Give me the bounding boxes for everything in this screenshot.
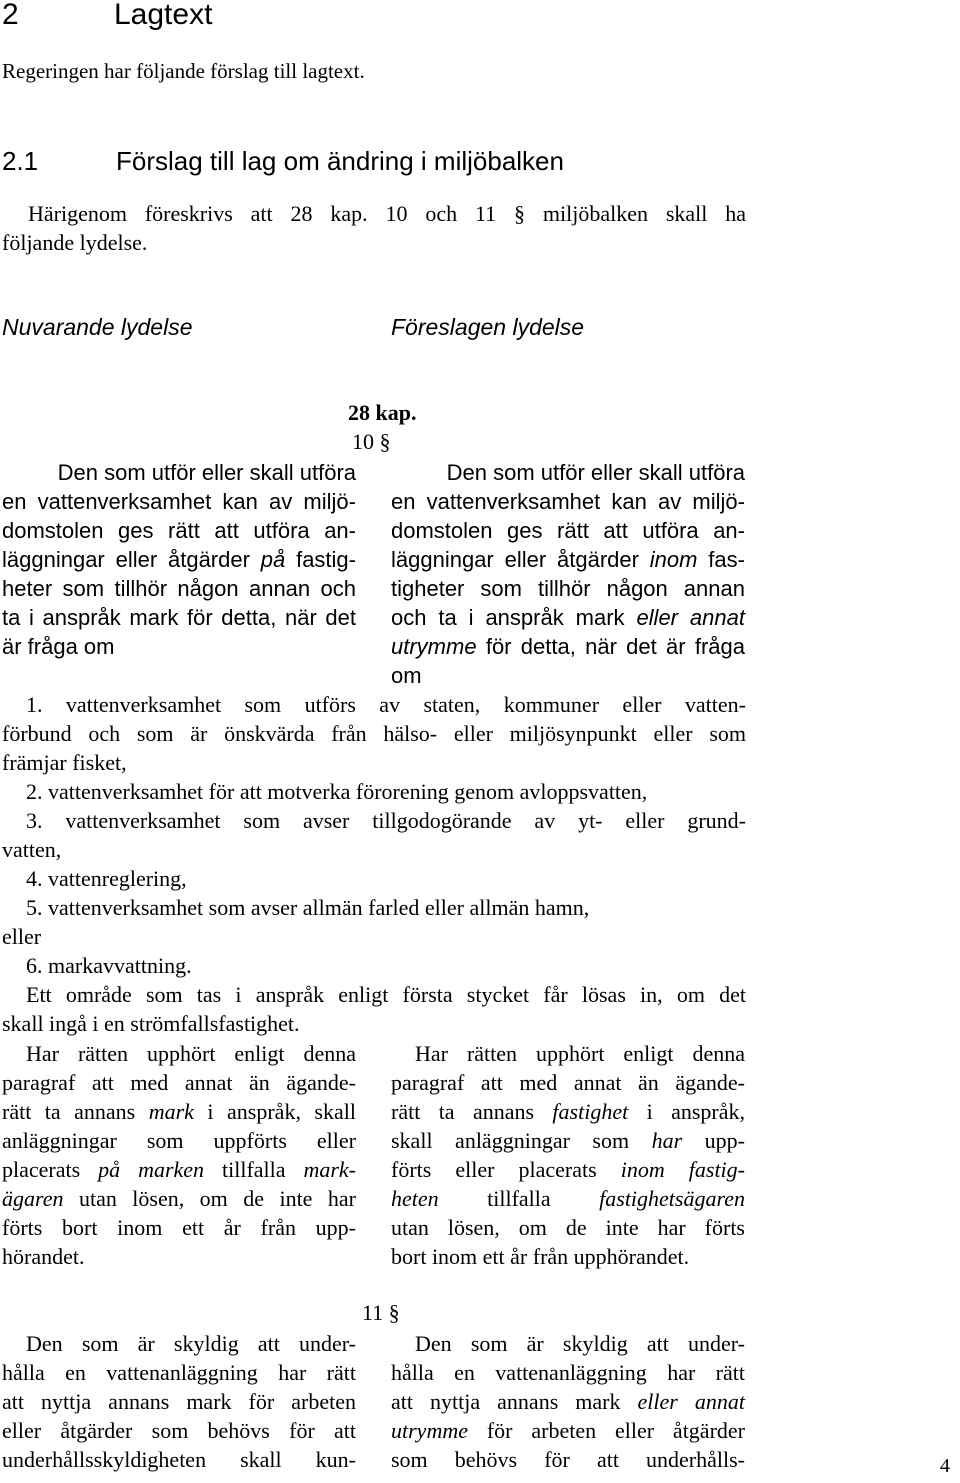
text-line: förts eller placerats inom fastig- [391,1157,745,1182]
paragraph-11-label: 11 § [362,1300,400,1325]
text-line: rätt ta annans fastighet i anspråk, [391,1099,745,1124]
paragraph-11-proposed [391,1329,745,1474]
text-line: tigheter som tillhör någon annan [391,576,745,601]
list-items [2,690,746,1038]
chapter-label: 28 kap. [348,400,417,425]
paragraph-10-proposed-part-2 [391,1039,745,1271]
list-item: främjar fisket, [2,750,127,775]
text-line: att nyttja annans mark för arbeten [2,1389,356,1414]
text-line: Har rätten upphört enligt denna [26,1041,356,1066]
text-line: anläggningar som uppförts eller [2,1128,356,1153]
paragraph-11-current [2,1329,356,1474]
shared-paragraph-line: skall ingå i en strömfallsfastighet. [2,1011,300,1036]
text-line: rätt ta annans mark i anspråk, skall [2,1099,356,1124]
page-number: 4 [940,1455,950,1477]
chapter-heading [2,0,212,32]
text-line: underhållsskyldigheten skall kun- [2,1447,356,1472]
text-line: en vattenverksamhet kan av miljö- [391,489,745,514]
text-line: hålla en vattenanläggning har rätt [391,1360,745,1385]
column-header-proposed: Föreslagen lydelse [391,314,585,340]
text-line: ta i anspråk mark för detta, när det [2,605,356,630]
intro-text: Regeringen har följande förslag till lagtext. [2,59,365,83]
list-item: 2. vattenverksamhet för att motverka förorening genom avloppsvatten, [26,779,648,804]
text-line: bort inom ett år från upphörandet. [391,1244,690,1269]
chapter-heading-number: 2 [2,0,19,31]
text-line: eller åtgärder som behövs för att [2,1418,356,1443]
list-item: 5. vattenverksamhet som avser allmän farled eller allmän hamn, [26,895,590,920]
text-line: paragraf att med annat än ägande- [391,1070,745,1095]
text-line: domstolen ges rätt att utföra an- [391,518,745,543]
chapter-heading-title: Lagtext [114,0,213,31]
text-line: skall anläggningar som har upp- [391,1128,745,1153]
column-header-current: Nuvarande lydelse [2,314,193,340]
section-heading [2,145,564,177]
text-line: Den som utför eller skall utföra [57,460,356,485]
text-line: Den som utför eller skall utföra [446,460,745,485]
list-item: 6. markavvattning. [26,953,192,978]
text-line: Den som är skyldig att under- [26,1331,356,1356]
text-line: utan lösen, om de inte har förts [391,1215,745,1240]
text-line: hålla en vattenanläggning har rätt [2,1360,356,1385]
section-heading-title: Förslag till lag om ändring i miljöbalken [116,146,564,176]
text-line: utrymme för arbeten eller åtgärder [391,1418,745,1443]
text-line: en vattenverksamhet kan av miljö- [2,489,356,514]
text-line: förts bort inom ett år från upp- [2,1215,356,1240]
shared-paragraph-line: Ett område som tas i anspråk enligt första stycket får lösas in, om det [26,982,746,1007]
text-line: utrymme för detta, när det är fråga [391,634,745,659]
list-item: 1. vattenverksamhet som utförs av staten, kommuner eller vatten- [26,692,746,717]
text-line: placerats på marken tillfalla mark- [2,1157,357,1182]
preamble-line-1: Härigenom föreskrivs att 28 kap. 10 och 11 § miljöbalken skall ha [28,201,746,226]
paragraph-10-current [2,458,356,661]
text-line: Har rätten upphört enligt denna [415,1041,745,1066]
list-item: förbund och som är önskvärda från hälso- eller miljösynpunkt eller som [2,721,746,746]
text-line: läggningar eller åtgärder på fastig- [2,547,356,572]
text-line: om [391,663,422,688]
text-line: heter som tillhör någon annan och [2,576,356,601]
text-line: ägaren utan lösen, om de inte har [2,1186,356,1211]
list-item: eller [2,924,42,949]
section-heading-number: 2.1 [2,146,39,176]
list-item: vatten, [2,837,62,862]
text-line: paragraf att med annat än ägande- [2,1070,356,1095]
text-line: läggningar eller åtgärder inom fas- [391,547,745,572]
text-line: är fråga om [2,634,115,659]
paragraph-10-current-part-2 [2,1039,356,1271]
list-item: 3. vattenverksamhet som avser tillgodogörande av yt- eller grund- [26,808,746,833]
list-item: 4. vattenreglering, [26,866,187,891]
paragraph-10-proposed [391,458,745,690]
text-line: att nyttja annans mark eller annat [391,1389,745,1414]
text-line: domstolen ges rätt att utföra an- [2,518,356,543]
text-line: som behövs för att underhålls- [391,1447,745,1472]
text-line: hörandet. [2,1244,85,1269]
paragraph-10-label: 10 § [352,429,391,454]
text-line: Den som är skyldig att under- [415,1331,745,1356]
preamble-line-2: följande lydelse. [2,230,148,255]
text-line: heten tillfalla fastighetsägaren [391,1186,745,1211]
text-line: och ta i anspråk mark eller annat [391,605,745,630]
